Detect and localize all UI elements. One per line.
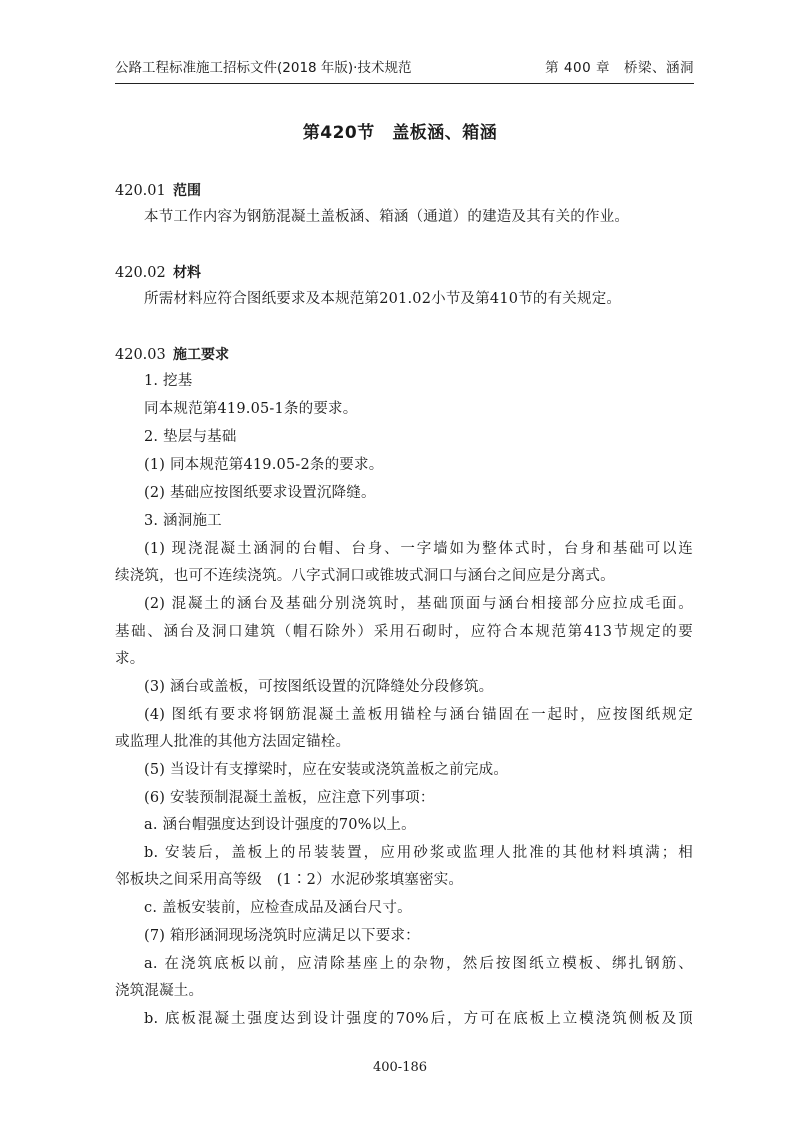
clause-heading-420-03 [115, 345, 229, 365]
paragraph-line: (6) 安装预制混凝土盖板，应注意下列事项： [144, 790, 435, 806]
paragraph-line: 或监理人批准的其他方法固定锚栓。 [115, 734, 351, 750]
clause-number: 420.01 [115, 183, 166, 199]
paragraph-line: 所需材料应符合图纸要求及本规范第201.02小节及第410节的有关规定。 [144, 291, 622, 307]
paragraph-line: (3) 涵台或盖板，可按图纸设置的沉降缝处分段修筑。 [144, 679, 494, 695]
running-header [115, 58, 694, 82]
paragraph-line: c. 盖板安装前，应检查成品及涵台尺寸。 [144, 900, 412, 916]
paragraph-line: 续浇筑，也可不连续浇筑。八字式洞口或锥坡式洞口与涵台之间应是分离式。 [115, 568, 615, 584]
paragraph-line: 基础、涵台及洞口建筑（帽石除外）采用石砌时，应符合本规范第413节规定的要 [115, 624, 693, 640]
clause-heading-420-01 [115, 181, 201, 201]
paragraph-line: a. 在浇筑底板以前，应清除基座上的杂物，然后按图纸立模板、绑扎钢筋、 [144, 956, 693, 972]
clause-title: 材料 [173, 265, 201, 281]
paragraph-line: (2) 混凝土的涵台及基础分别浇筑时，基础顶面与涵台相接部分应拉成毛面。 [144, 596, 693, 612]
paragraph-line: b. 底板混凝土强度达到设计强度的70%后，方可在底板上立模浇筑侧板及顶 [144, 1011, 693, 1027]
header-chapter-title: 第 400 章 桥梁、涵洞 [545, 60, 694, 76]
page-number: 400-186 [372, 1060, 428, 1075]
paragraph-line: (5) 当设计有支撑梁时，应在安装或浇筑盖板之前完成。 [144, 762, 509, 778]
paragraph-line: (7) 箱形涵洞现场浇筑时应满足以下要求： [144, 928, 420, 944]
clause-heading-420-02 [115, 263, 201, 283]
list-heading: 3. 涵洞施工 [144, 513, 222, 529]
paragraph-line: (4) 图纸有要求将钢筋混凝土盖板用锚栓与涵台锚固在一起时，应按图纸规定 [144, 707, 693, 723]
paragraph-line: 本节工作内容为钢筋混凝土盖板涵、箱涵（通道）的建造及其有关的作业。 [144, 209, 630, 225]
clause-number: 420.03 [115, 347, 166, 363]
clause-number: 420.02 [115, 265, 166, 281]
list-heading: 2. 垫层与基础 [144, 429, 237, 445]
paragraph-line: a. 涵台帽强度达到设计强度的70%以上。 [144, 817, 416, 833]
section-title: 第420节 盖板涵、箱涵 [302, 123, 498, 143]
paragraph-line: 浇筑混凝土。 [115, 983, 204, 999]
clause-title: 施工要求 [173, 347, 229, 363]
header-divider [115, 83, 694, 84]
paragraph-line: b. 安装后，盖板上的吊装装置，应用砂浆或监理人批准的其他材料填满；相 [144, 845, 693, 861]
clause-title: 范围 [173, 183, 201, 199]
paragraph-line: 求。 [115, 651, 145, 667]
header-document-title: 公路工程标准施工招标文件(2018 年版)·技术规范 [115, 60, 412, 76]
paragraph-line: 邻板块之间采用高等级 (1∶2）水泥砂浆填塞密实。 [115, 872, 464, 888]
paragraph-line: 同本规范第419.05-1条的要求。 [144, 401, 358, 417]
paragraph-line: (1) 同本规范第419.05-2条的要求。 [144, 457, 384, 473]
list-heading: 1. 挖基 [144, 373, 193, 389]
paragraph-line: (1) 现浇混凝土涵洞的台帽、台身、一字墙如为整体式时，台身和基础可以连 [144, 541, 693, 557]
paragraph-line: (2) 基础应按图纸要求设置沉降缝。 [144, 485, 376, 501]
